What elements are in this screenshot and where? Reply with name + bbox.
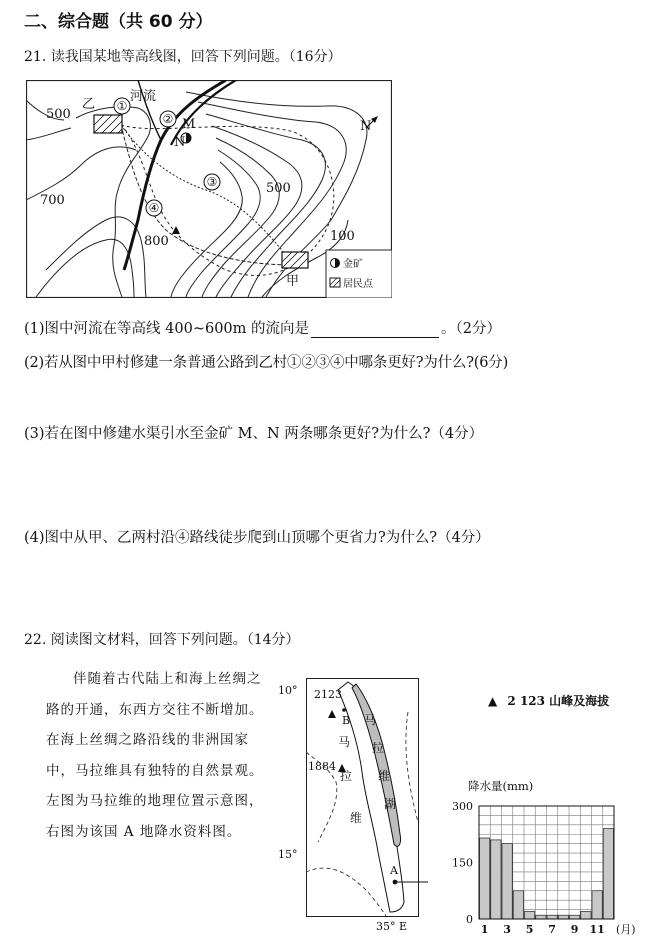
q22-heading: 22. 阅读图文材料，回答下列问题。（14分） (24, 632, 300, 648)
mine-m-label: M (182, 117, 196, 132)
contour-100: 100 (330, 229, 355, 244)
answer-blank[interactable] (311, 323, 439, 338)
rain-bar (581, 911, 591, 919)
village-jia-label: 甲 (286, 274, 300, 289)
peak-legend (488, 692, 609, 709)
rain-bar (603, 829, 613, 919)
lon-label: 35° E (376, 920, 408, 933)
q21-heading: 21. 读我国某地等高线图，回答下列问题。（16分） (24, 49, 342, 65)
q21-sub3: (3)若在图中修建水渠引水至金矿 M、N 两条哪条更好?为什么?（4分） (24, 426, 484, 442)
rain-bar (491, 840, 501, 919)
rain-bar (558, 915, 568, 919)
lake-char-2: 拉 (372, 741, 385, 755)
rain-chart-ylabel: 降水量(mm) (468, 779, 534, 793)
peak-2123-elev: 2123 (314, 688, 342, 701)
lat-15-label: 15° (278, 848, 298, 861)
peak-1884-elev: 1884 (308, 760, 336, 773)
river-label: 河流 (130, 89, 157, 104)
q21-sub2: (2)若从图中甲村修建一条普通公路到乙村①②③④中哪条更好?为什么?(6分) (24, 355, 509, 371)
rain-bar (513, 891, 523, 919)
q22-paragraph (46, 664, 272, 847)
country-char-1: 马 (338, 735, 351, 749)
q21-sub4: (4)图中从甲、乙两村沿④路线徒步爬到山顶哪个更省力?为什么?（4分） (24, 530, 490, 546)
route-4-label: ④ (148, 201, 160, 215)
q21-sub1 (24, 317, 501, 338)
mine-n-label: N (174, 135, 186, 150)
route-2-label: ② (162, 112, 174, 126)
peak-legend-text: 2 123 山峰及海拔 (507, 694, 610, 708)
malawi-map (278, 672, 428, 934)
rain-xtick-label: 3 (503, 923, 511, 936)
contour-map (26, 80, 392, 298)
contour-800: 800 (144, 234, 169, 249)
rain-bar (570, 915, 580, 919)
rain-xtick-label: 5 (525, 923, 534, 936)
section-title: 二、综合题（共 60 分） (24, 12, 213, 32)
country-char-2: 拉 (340, 769, 353, 783)
rain-bar (480, 838, 490, 919)
q22-paragraph-text: 伴随着古代陆上和海上丝绸之路的开通，东西方交往不断增加。在海上丝绸之路沿线的非洲国家中，马拉维具有独特的自然景观。左图为马拉维的地理位置示意图，右图为该国 A 地降水资料图。 (46, 671, 264, 840)
lake-char-1: 马 (364, 713, 377, 727)
village-yi-label: 乙 (82, 97, 96, 112)
north-label: N (360, 119, 372, 134)
q21-sub1-points: 。（2分） (441, 321, 501, 337)
rain-bar (525, 911, 535, 919)
legend-mine-text: 金矿 (343, 259, 363, 270)
route-3-label: ③ (206, 175, 218, 189)
lake-char-4: 湖 (384, 797, 397, 811)
rain-xtick-label: 7 (548, 923, 556, 936)
rain-xtick-label: 1 (480, 923, 489, 936)
lat-10-label: 10° (278, 684, 298, 697)
point-b-label: B (342, 714, 351, 727)
rain-chart (446, 796, 646, 936)
contour-500-right: 500 (266, 181, 291, 196)
rain-xtick-label: 11 (589, 923, 605, 936)
country-char-3: 维 (350, 811, 363, 825)
contour-500-left: 500 (46, 107, 71, 122)
rain-xlabel-unit: (月) (616, 923, 636, 936)
rain-bar (592, 891, 602, 919)
rain-bar (502, 844, 512, 919)
rain-bar (547, 915, 557, 919)
rain-bar (536, 915, 546, 919)
point-a-label: A (390, 864, 398, 877)
legend-settlement-text: 居民点 (343, 279, 373, 290)
contour-700: 700 (40, 193, 65, 208)
lake-char-3: 维 (378, 769, 391, 783)
rain-ytick-label: 300 (452, 800, 473, 813)
rain-ytick-label: 150 (452, 856, 473, 870)
peak-legend-icon: ▲ (488, 694, 498, 708)
q21-sub1-text: (1)图中河流在等高线 400~600m 的流向是 (24, 321, 310, 337)
rain-ytick-label: 0 (466, 913, 473, 926)
route-1-label: ① (116, 99, 128, 113)
rain-xtick-label: 9 (570, 923, 579, 936)
